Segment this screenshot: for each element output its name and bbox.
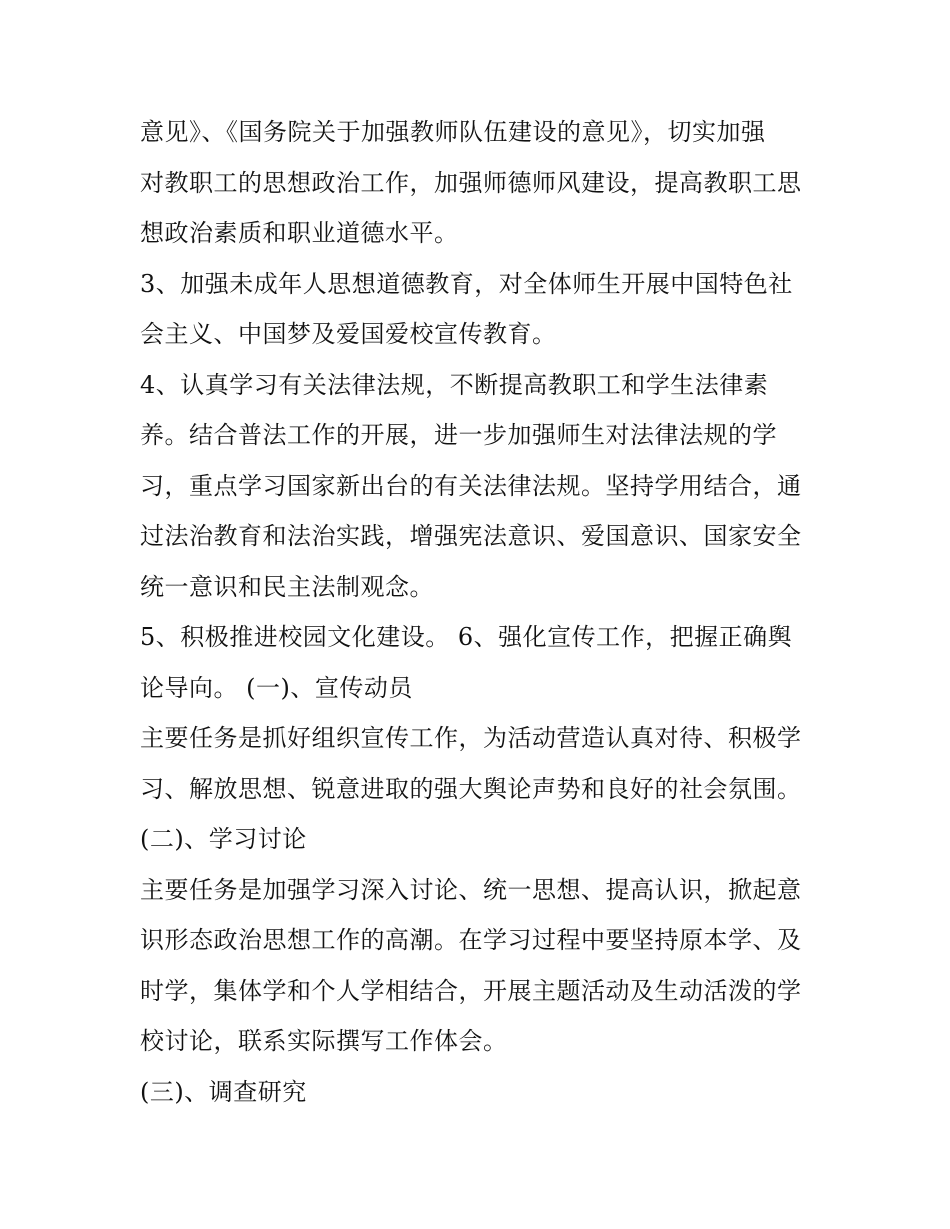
text-line: 时学，集体学和个人学相结合，开展主题活动及生动活泼的学	[140, 976, 802, 1005]
text-line: 3、加强未成年人思想道德教育，对全体师生开展中国特色社	[140, 269, 793, 298]
text-line: 识形态政治思想工作的高潮。在学习过程中要坚持原本学、及	[140, 926, 802, 954]
text-line: 会主义、中国梦及爱国爱校宣传教育。	[140, 320, 557, 348]
text-line: 统一意识和民主法制观念。	[140, 572, 434, 601]
text-line: 想政治素质和职业道德水平。	[140, 219, 459, 247]
text-line: 主要任务是加强学习深入讨论、统一思想、提高认识，掀起意	[140, 875, 802, 904]
text-line: 意见》、《国务院关于加强教师队伍建设的意见》，切实加强	[140, 118, 766, 146]
text-line: 对教职工的思想政治工作，加强师德师风建设，提高教职工思	[140, 168, 802, 197]
document-body	[140, 107, 820, 1117]
text-line: 习、解放思想、锐意进取的强大舆论声势和良好的社会氛围。	[140, 774, 802, 803]
text-line: 主要任务是抓好组织宣传工作，为活动营造认真对待、积极学	[140, 724, 802, 752]
text-line: 养。结合普法工作的开展，进一步加强师生对法律法规的学	[140, 421, 777, 449]
text-line: 4、认真学习有关法律法规，不断提高教职工和学生法律素	[140, 370, 769, 399]
text-line: 习，重点学习国家新出台的有关法律法规。坚持学用结合，通	[140, 471, 802, 500]
text-line: 校讨论，联系实际撰写工作体会。	[140, 1027, 508, 1055]
text-line: (三)、调查研究	[140, 1077, 307, 1106]
text-line: (二)、学习讨论	[140, 825, 307, 853]
text-line: 5、积极推进校园文化建设。 6、强化宣传工作，把握正确舆	[140, 623, 793, 651]
text-line: 论导向。 (一)、宣传动员	[140, 673, 413, 702]
text-line: 过法治教育和法治实践，增强宪法意识、爱国意识、国家安全	[140, 522, 802, 550]
